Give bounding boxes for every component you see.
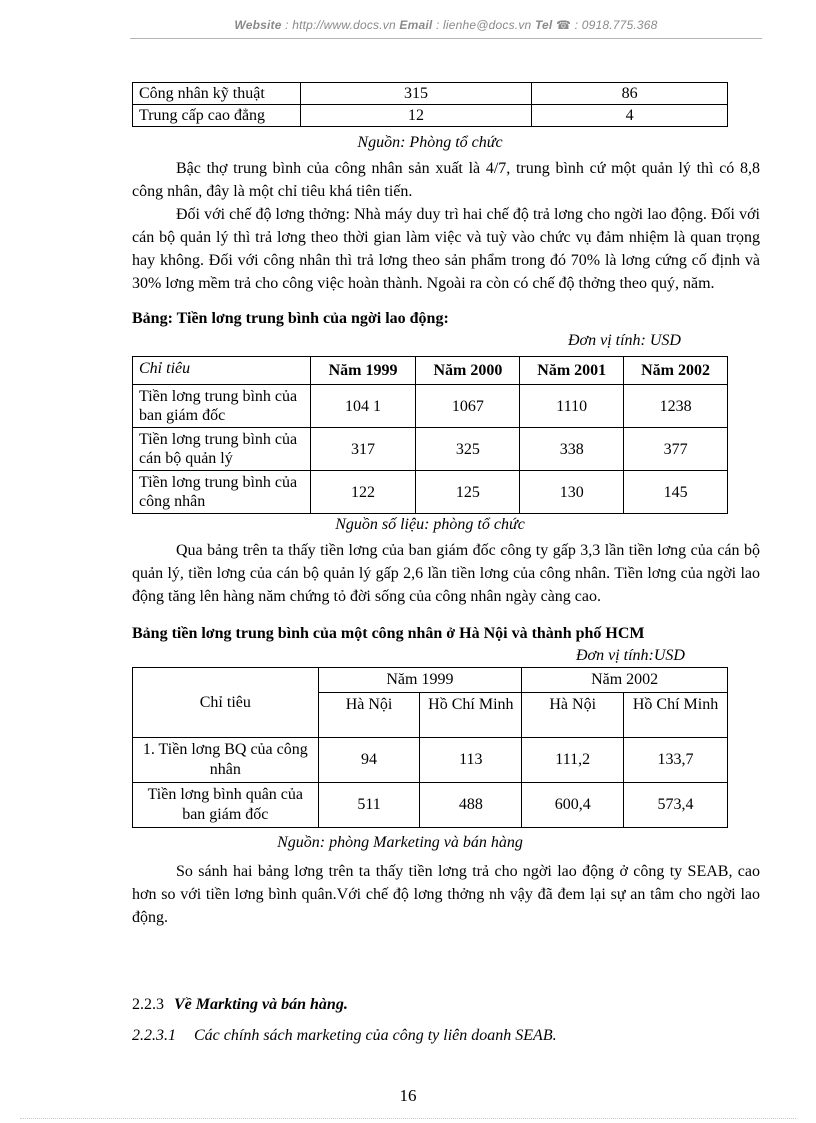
footer-divider [20, 1118, 796, 1119]
column-header: Chỉ tiêu [133, 357, 311, 385]
table-row [133, 783, 728, 828]
city-header: Hà Nội [522, 693, 624, 738]
staff-table [132, 82, 728, 127]
table-cell: 573,4 [624, 783, 728, 828]
city-header: Hà Nội [318, 693, 420, 738]
row-label: Tiền lơng trung bình của công nhân [133, 471, 311, 514]
paragraph-block-1 [132, 157, 760, 295]
column-header: Năm 2001 [520, 357, 624, 385]
row-label: 1. Tiền lơng BQ của công nhân [133, 738, 319, 783]
table-row [133, 471, 728, 514]
table-cell: Trung cấp cao đẳng [133, 105, 301, 127]
table3-unit: Đơn vị tính:USD [576, 647, 685, 664]
year-header: Năm 2002 [522, 668, 728, 693]
section-number: 2.2.3 [132, 996, 164, 1013]
paragraph-block-3 [132, 860, 760, 929]
page-number: 16 [399, 1086, 417, 1105]
paragraph: So sánh hai bảng lơng trên ta thấy tiền lơng trả cho ngời lao động ở công ty SEAB, cao hơn so với tiền lơng bình quân.Với chế độ lơng thởng nh vậy đã đem lại sự an tâm cho ngời lao động. [132, 863, 760, 926]
table-cell: 86 [532, 83, 728, 105]
year-header: Năm 1999 [318, 668, 522, 693]
table-cell: 488 [420, 783, 522, 828]
table1-source: Nguồn: Phòng tổ chức [357, 134, 503, 151]
paragraph-block-2 [132, 539, 760, 608]
table-cell: 111,2 [522, 738, 624, 783]
table-cell: Công nhân kỹ thuật [133, 83, 301, 105]
salary-table [132, 356, 728, 514]
column-header: Năm 1999 [310, 357, 416, 385]
table-cell: 4 [532, 105, 728, 127]
paragraph: Đối với chế độ lơng thởng: Nhà máy duy trì hai chế độ trả lơng cho ngời lao động. Đối với cán bộ quản lý thì trả lơng theo thời gian làm việc và tuỳ vào chức vụ đảm nhiệm là quan trọng hay không. Đối với công nhân thì trả lơng theo sản phẩm trong đó 70% là lơng cứng cố định và 30% lơng mềm trả cho công việc hoàn thành. Ngoài ra còn có chế độ thởng theo quý, năm. [132, 206, 760, 292]
table-cell: 511 [318, 783, 420, 828]
phone-number: : 0918.775.368 [571, 18, 658, 32]
table-row [133, 428, 728, 471]
table-cell: 113 [420, 738, 522, 783]
table-cell: 325 [416, 428, 520, 471]
column-header: Năm 2000 [416, 357, 520, 385]
subsection-title: Các chính sách marketing của công ty liên doanh SEAB. [194, 1027, 557, 1044]
table-cell: 1067 [416, 385, 520, 428]
table2-unit: Đơn vị tính: USD [568, 332, 681, 349]
email-address[interactable]: : lienhe@docs.vn [432, 18, 535, 32]
table3-source: Nguồn: phòng Marketing và bán hàng [277, 834, 523, 851]
row-label: Tiền lơng trung bình của ban giám đốc [133, 385, 311, 428]
row-label: Tiền lơng trung bình của cán bộ quản lý [133, 428, 311, 471]
table-cell: 315 [300, 83, 532, 105]
table-cell: 145 [624, 471, 728, 514]
website-label: Website [234, 18, 282, 32]
section-heading [132, 996, 348, 1014]
column-header: Chỉ tiêu [133, 668, 319, 738]
row-label: Tiền lơng bình quân của ban giám đốc [133, 783, 319, 828]
table-cell: 125 [416, 471, 520, 514]
table-row [133, 105, 728, 127]
table-cell: 133,7 [624, 738, 728, 783]
table-header-row [133, 668, 728, 693]
table-cell: 130 [520, 471, 624, 514]
tel-label: Tel [534, 18, 553, 32]
table-cell: 317 [310, 428, 416, 471]
table-cell: 104 1 [310, 385, 416, 428]
table-cell: 338 [520, 428, 624, 471]
phone-icon: ☎ [555, 18, 572, 32]
table-cell: 1110 [520, 385, 624, 428]
city-salary-table [132, 667, 728, 828]
table2-caption: Bảng: Tiền lơng trung bình của ngời lao động: [132, 310, 449, 327]
subsection-heading [132, 1027, 557, 1045]
table-cell: 377 [624, 428, 728, 471]
table-cell: 12 [300, 105, 532, 127]
website-url[interactable]: : http://www.docs.vn [281, 18, 400, 32]
page-header [130, 18, 762, 32]
table-row [133, 385, 728, 428]
city-header: Hồ Chí Minh [420, 693, 522, 738]
table-row [133, 83, 728, 105]
header-divider [130, 38, 762, 39]
section-title: Về Markting và bán hàng. [174, 996, 348, 1013]
paragraph: Bậc thợ trung bình của công nhân sản xuất là 4/7, trung bình cứ một quản lý thì có 8,8 công nhân, đây là một chỉ tiêu khá tiên tiến. [132, 160, 760, 200]
column-header: Năm 2002 [624, 357, 728, 385]
table-cell: 600,4 [522, 783, 624, 828]
table-cell: 122 [310, 471, 416, 514]
table3-caption: Bảng tiền lơng trung bình của một công nhân ở Hà Nội và thành phố HCM [132, 625, 645, 642]
table-cell: 94 [318, 738, 420, 783]
table-header-row [133, 357, 728, 385]
city-header: Hồ Chí Minh [624, 693, 728, 738]
subsection-number: 2.2.3.1 [132, 1027, 176, 1044]
paragraph: Qua bảng trên ta thấy tiền lơng của ban giám đốc công ty gấp 3,3 lần tiền lơng của cán bộ quản lý, tiền lơng của cán bộ quản lý gấp 2,6 lần tiền lơng của công nhân. Tiền lơng của ngời lao động tăng lên hàng năm chứng tỏ đời sống của công nhân ngày càng cao. [132, 542, 760, 605]
table2-source: Nguồn số liệu: phòng tổ chức [335, 516, 525, 533]
table-row [133, 738, 728, 783]
table-cell: 1238 [624, 385, 728, 428]
email-label: Email [399, 18, 433, 32]
